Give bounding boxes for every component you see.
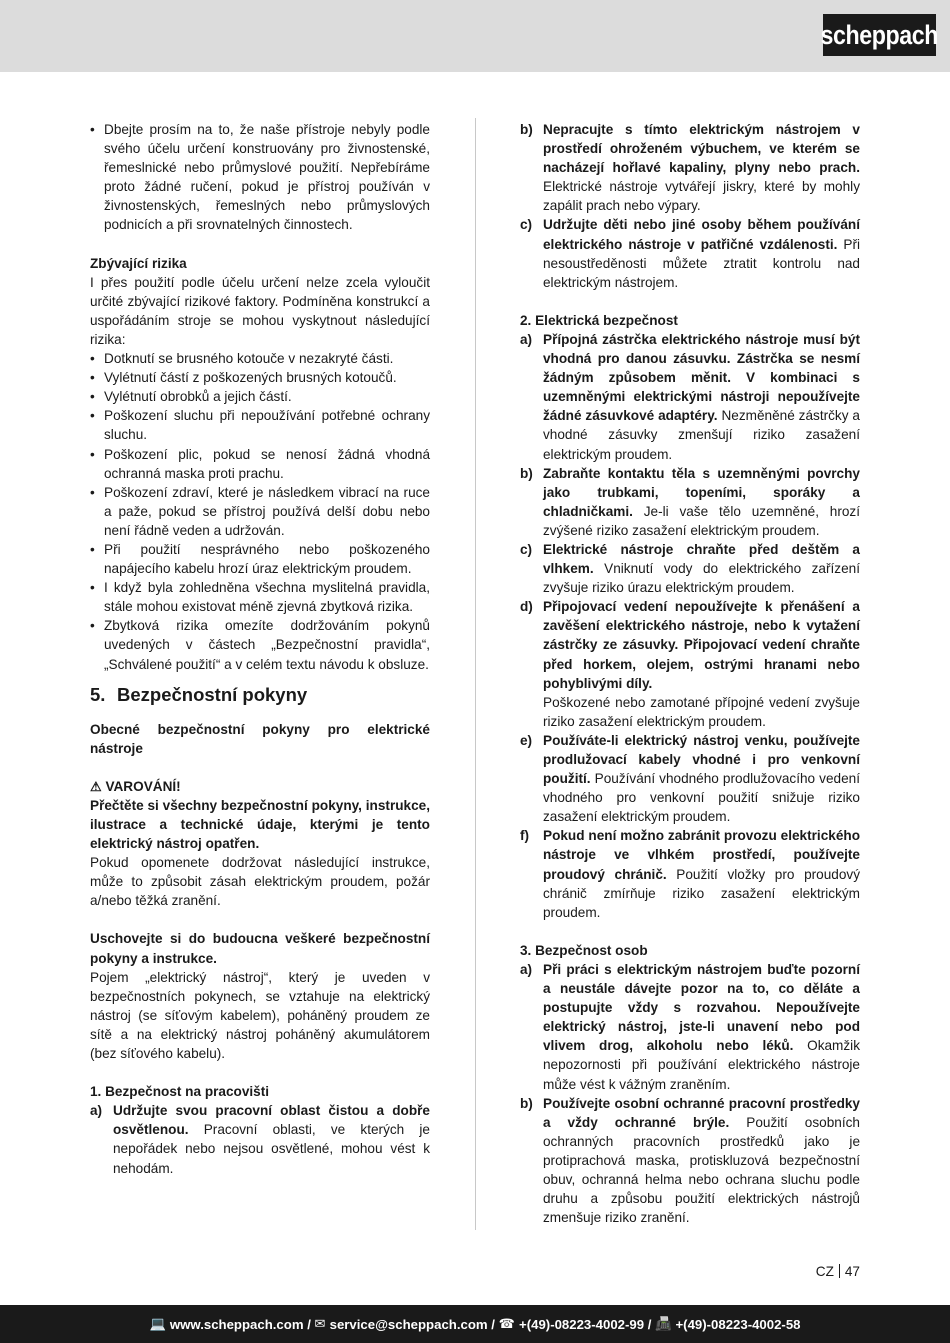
personal-safety-heading: 3. Bezpečnost osob (520, 942, 648, 958)
mail-icon: ✉ (314, 1316, 326, 1331)
right-column (520, 120, 860, 1227)
warning-bold-text: Přečtěte si všechny bezpečnostní pokyny, instrukce, ilustrace a technické údaje, kterými je tento elektrický nástroj opatřen. (90, 797, 430, 852)
keep-instructions-text: Pojem „elektrický nástroj“, který je uveden v bezpečnostních pokynech, se vztahuje na elektrický nástroj (se síťovým kabelem), poháněný proudem ze sítě a na elektrický nástroj poháněný akumulátorem (bez síťového kabelu). (90, 969, 430, 1062)
column-divider (475, 118, 476, 1230)
website-link[interactable]: www.scheppach.com (169, 1316, 304, 1332)
warning-text: Pokud opomenete dodržovat následující instrukce, může to způsobit zásah elektrickým proudem, požár a/nebo těžká zranění. (90, 855, 430, 909)
computer-icon: 💻 (149, 1316, 166, 1331)
intro-bullet: • Dbejte prosím na to, že naše přístroje nebyly podle svého účelu určení konstruovány pro živnostenské, řemeslnické nebo průmyslové použití. Nepřebíráme proto žádné ručení, pokud je přístroj používán v živnostenských, řemeslných nebo průmyslových podnicích a při srovnatelných činnostech. (90, 120, 430, 235)
list-item: a) Při práci s elektrickým nástrojem buďte pozorní a neustále dávejte pozor na to, co děláte a postupujte vždy s rozvahou. Nepoužívejte elektrický nástroj, jste-li unavení nebo pod vlivem drog, alkoholu nebo léků. Okamžik nepozornosti při používání elektrického nástroje může vést k vážným zraněním. (520, 961, 860, 1092)
list-item: b) Používejte osobní ochranné pracovní prostředky a vždy ochranné brýle. Použití osobních ochranných pracovních prostředků jako je protiprachová maska, protiskluzová bezpečnostní obuv, ochranná helma nebo ochrana sluchu podle druhu a způsobu použití elektrických nástrojů zmenšuje riziko zranění. (520, 1095, 860, 1226)
list-item: f) Pokud není možno zabránit provozu elektrického nástroje ve vlhkém prostředí, používejte proudový chránič. Použití vložky pro proudový chránič zmírňuje riziko zasažení elektrickým proudem. (520, 828, 860, 920)
section-heading: 5. Bezpečnostní pokyny (90, 683, 308, 705)
header-bar (0, 0, 950, 72)
workplace-safety-heading: 1. Bezpečnost na pracovišti (90, 1084, 270, 1100)
list-item: b) Zabraňte kontaktu těla s uzemněnými povrchy jako trubkami, topeními, sporáky a chladničkami. Je-li vaše tělo uzemněné, hrozí zvýšené riziko zasažení elektrickým proudem. (520, 465, 860, 538)
list-item: b) Nepracujte s tímto elektrickým nástrojem v prostředí ohroženém výbuchem, ve kterém se nacházejí hořlavé kapaliny, plyny nebo prach. Elektrické nástroje vytvářejí jiskry, které by mohly zapálit prach nebo výpary. (520, 122, 860, 214)
risk-item: • I když byla zohledněna všechna myslitelná pravidla, stále mohou existovat méně zjevná zbytková rizika. (90, 578, 430, 616)
warning-icon: ⚠ (90, 778, 102, 794)
list-item: a) Přípojná zástrčka elektrického nástroje musí být vhodná pro danou zásuvku. Zástrčka se nesmí žádným způsobem měnit. V kombinaci s uzemněnými elektrickými nástroji nepoužívejte žádné zásuvkové adaptéry. Nezměněné zástrčky a vhodné zásuvky zmenšují riziko zasažení elektrickým proudem. (520, 331, 860, 462)
list-item: c) Elektrické nástroje chraňte před deštěm a vlhkem. Vniknutí vody do elektrického zařízení zvyšuje riziko úrazu elektrickým proudem. (520, 541, 860, 596)
risk-item: • Při použití nesprávného nebo poškozeného napájecího kabelu hrozí úraz elektrickým proudem. (90, 540, 430, 578)
residual-risks-heading: Zbývající rizika (90, 255, 187, 271)
warning-heading: ⚠ VAROVÁNÍ! (90, 778, 181, 794)
list-item: e) Používáte-li elektrický nástroj venku, používejte prodlužovací kabely vhodné i pro venkovní použití. Používání vhodného prodlužovacího vedení vhodného pro venkovní použití snižuje riziko zasažení elektrickým proudem. (520, 732, 860, 825)
footer-bar: 💻 www.scheppach.com / ✉ service@scheppach.com / ☎ +(49)-08223-4002-99 / 📠 +(49)-08223-4002-58 (0, 1305, 950, 1343)
risk-item: • Dotknutí se brusného kotouče v nezakryté části. (90, 349, 430, 368)
risk-item: • Poškození sluchu při nepoužívání potřebné ochrany sluchu. (90, 406, 430, 444)
residual-risks-text: I přes použití podle účelu určení nelze zcela vyloučit určité zbývající rizikové faktory. Podmíněna konstrukcí a uspořádáním stroje se mohou vyskytnout následující rizika: (90, 274, 430, 347)
risk-item: • Poškození zdraví, které je následkem vibrací na ruce a paže, pokud se přístroj používá delší dobu nebo není řádně veden a udržován. (90, 483, 430, 540)
keep-instructions-heading: Uschovejte si do budoucna veškeré bezpečnostní pokyny a instrukce. (90, 931, 430, 966)
left-column (90, 120, 430, 1178)
fax-number: +(49)-08223-4002-58 (675, 1316, 801, 1332)
phone-number: +(49)-08223-4002-99 (519, 1316, 645, 1332)
page-number: CZ 47 (815, 1264, 860, 1279)
workplace-item: a) Udržujte svou pracovní oblast čistou a dobře osvětlenou. Pracovní oblasti, ve kterých je nepořádek nebo nejsou osvětlené, mohou vést k nehodám. (90, 1103, 430, 1176)
workplace-items-continued (520, 120, 860, 292)
risk-list (90, 349, 430, 674)
phone-icon: ☎ (498, 1316, 516, 1331)
personal-safety-items (520, 960, 860, 1227)
risk-item: • Vylétnutí částí z poškozených brusných kotoučů. (90, 368, 430, 387)
electrical-safety-heading: 2. Elektrická bezpečnost (520, 312, 678, 328)
general-instructions-heading: Obecné bezpečnostní pokyny pro elektrické nástroje (90, 721, 430, 756)
email-link[interactable]: service@scheppach.com (329, 1316, 488, 1332)
list-item: c) Udržujte děti nebo jiné osoby během používání elektrického nástroje v patřičné vzdálenosti. Při nesoustředěnosti můžete ztratit kontrolu nad elektrickým nástrojem. (520, 217, 861, 290)
risk-item: • Zbytková rizika omezíte dodržováním pokynů uvedených v částech „Bezpečnostní pravidla“, „Schválené použití“ a v celém textu návodu k obsluze. (90, 616, 430, 673)
electrical-items (520, 330, 860, 922)
scheppach-logo: scheppach (823, 14, 936, 56)
list-item: d) Připojovací vedení nepoužívejte k přenášení a zavěšení elektrického nástroje, nebo k vytažení zástrčky ze zásuvky. Připojovací vedení chraňte před horkem, olejem, ostrými hranami nebo pohyblivými díly. Poškozené nebo zamotané přípojné vedení zvyšuje riziko zasažení elektrickým proudem. (520, 599, 860, 729)
risk-item: • Poškození plic, pokud se nenosí žádná vhodná ochranná maska proti prachu. (90, 445, 430, 483)
risk-item: • Vylétnutí obrobků a jejich částí. (90, 387, 430, 406)
fax-icon: 📠 (655, 1316, 672, 1331)
